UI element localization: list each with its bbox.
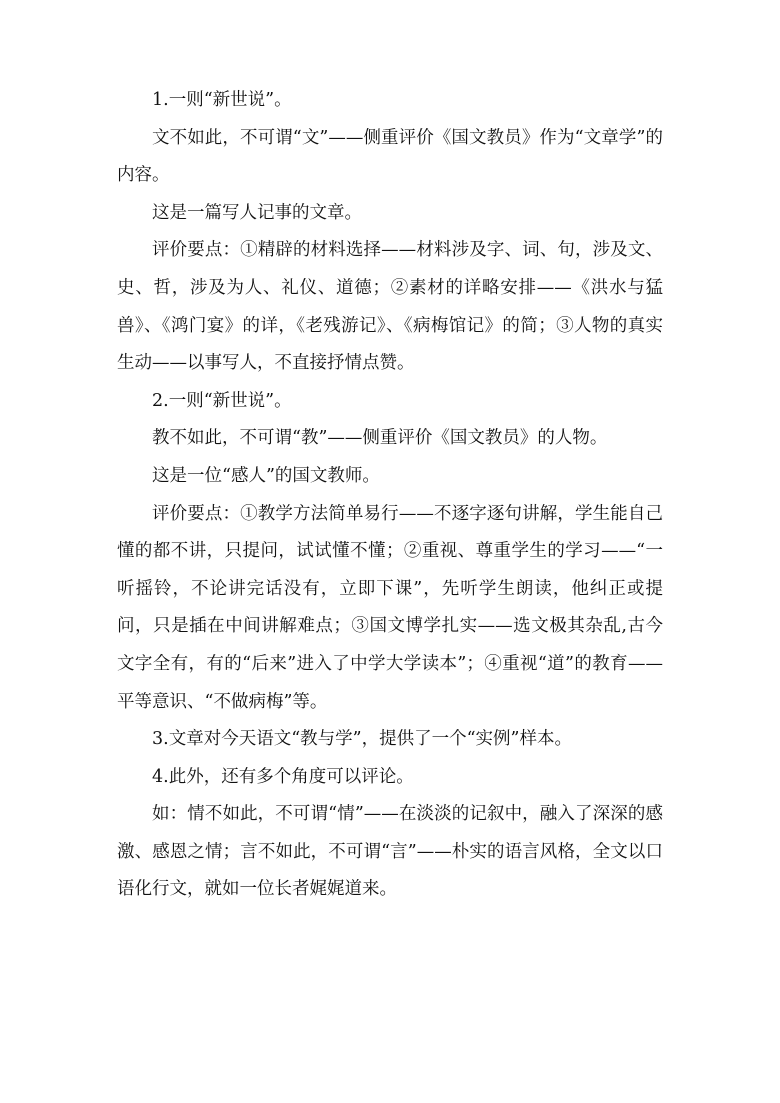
document-body — [117, 82, 663, 909]
heading-item-4: 4.此外，还有多个角度可以评论。 — [152, 766, 414, 787]
heading-item-3: 3.文章对今天语文“教与学”，提供了一个“实例”样本。 — [152, 729, 572, 750]
heading-item-1: 1.一则“新世说”。 — [152, 90, 292, 110]
paragraph-article-type: 这是一篇写人记事的文章。 — [152, 202, 362, 223]
paragraph-evaluation-points-1: 评价要点：①精辟的材料选择——材料涉及字、词、句，涉及文、史、哲，涉及为人、礼仪、道德；②素材的详略安排——《洪水与猛兽》、《鸿门宴》的详，《老残游记》、《病梅馆记》的简；③人物的真实生动——以事写人，不直接抒情点赞。 — [117, 240, 663, 374]
heading-item-2: 2.一则“新世说”。 — [152, 390, 292, 411]
paragraph-jiao-thesis: 教不如此，不可谓“教”——侧重评价《国文教员》的人物。 — [152, 428, 608, 449]
paragraph-evaluation-points-2: 评价要点：①教学方法简单易行——不逐字逐句讲解，学生能自己懂的都不讲，只提问，试试懂不懂；②重视、尊重学生的学习——“一听摇铃，不论讲完话没有，立即下课”，先听学生朗读，他纠正或提问，只是插在中间讲解难点；③国文博学扎实——选文极其杂乱,古今文字全有，有的“后来”进入了中学大学读本”；④重视“道”的教育——平等意识、“不做病梅”等。 — [117, 503, 663, 712]
paragraph-wen-thesis: 文不如此，不可谓“文”——侧重评价《国文教员》作为“文章学”的内容。 — [117, 127, 663, 186]
paragraph-teacher-type: 这是一位“感人”的国文教师。 — [152, 465, 380, 486]
paragraph-example: 如：情不如此，不可谓“情”——在淡淡的记叙中，融入了深深的感激、感恩之情；言不如此，不可谓“言”——朴实的语言风格，全文以口语化行文，就如一位长者娓娓道来。 — [117, 804, 663, 900]
